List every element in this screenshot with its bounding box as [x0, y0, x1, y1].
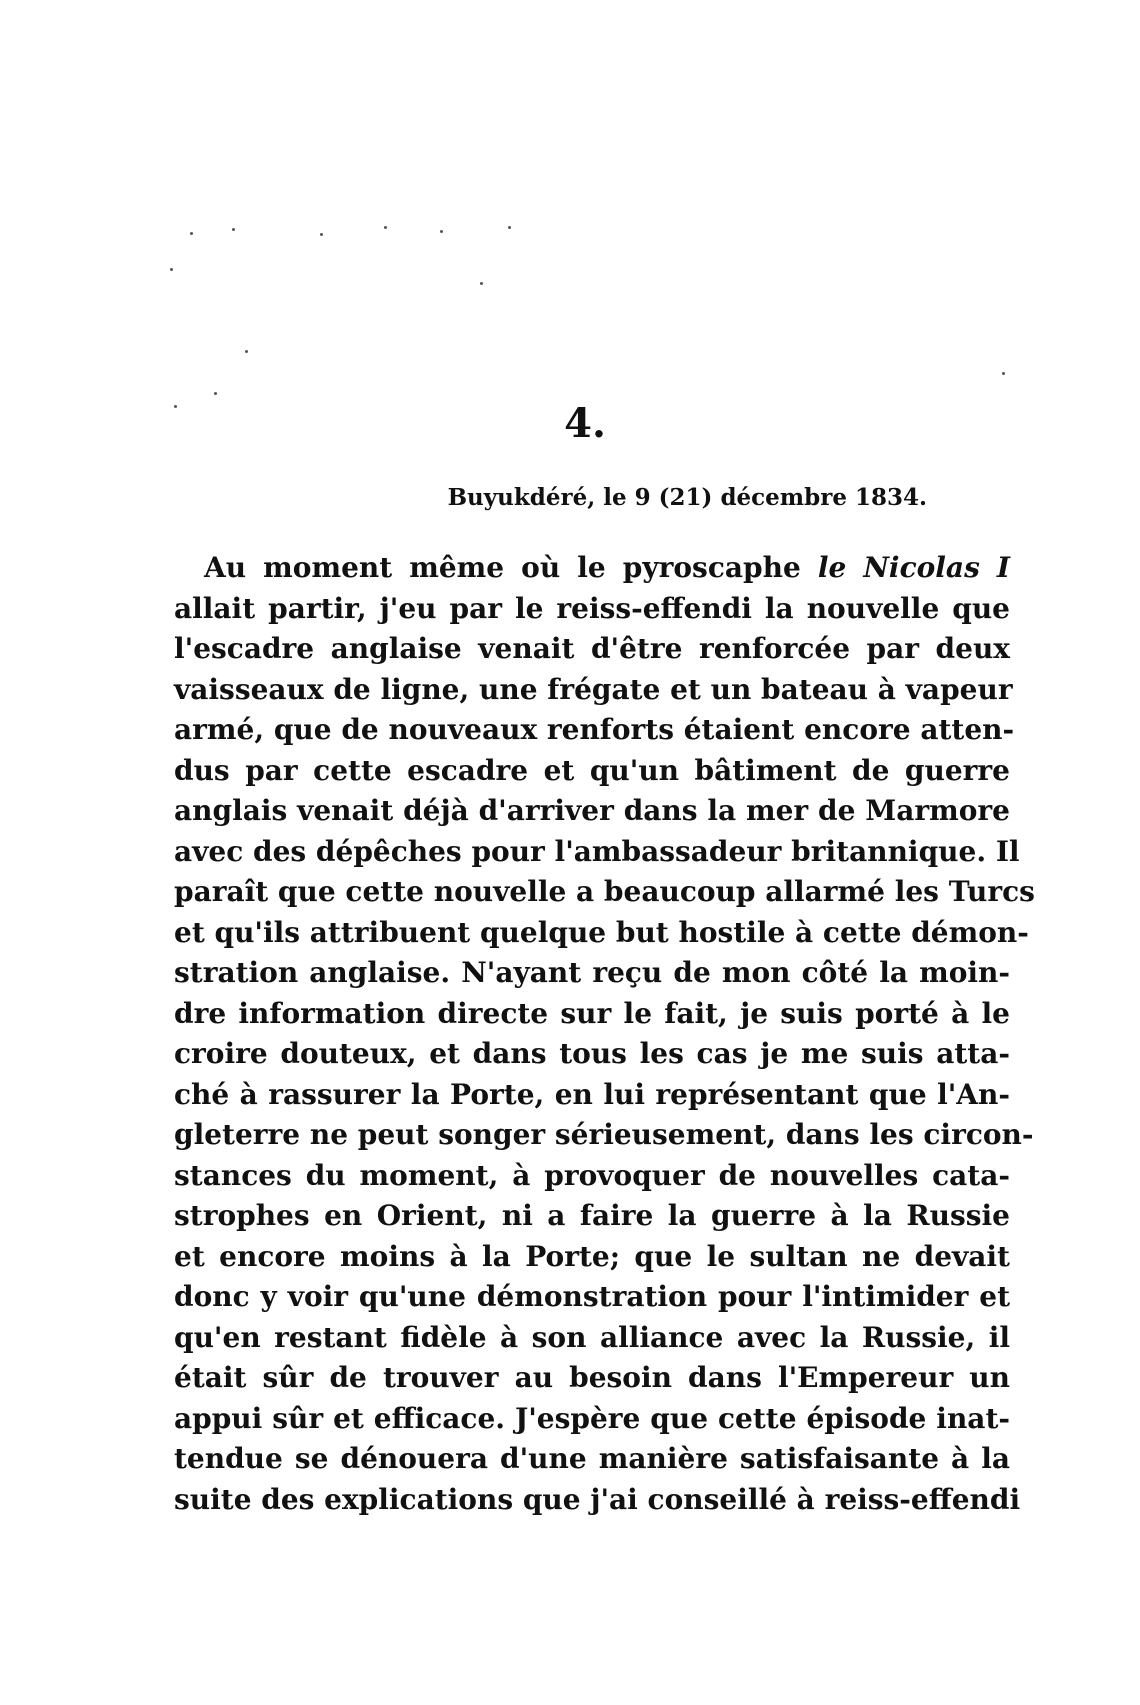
text-line: avec des dépêches pour l'ambassadeur britannique. Il [174, 834, 1020, 868]
dateline: Buyukdéré, le 9 (21) décembre 1834. [447, 484, 927, 511]
text-line: paraît que cette nouvelle a beaucoup allarmé les Turcs [174, 875, 1035, 908]
text-line: était sûr de trouver au besoin dans l'Empereur un [174, 1361, 1010, 1394]
text-line-1-start: Au moment même où le pyroscaphe [204, 551, 801, 584]
text-line: stration anglaise. N'ayant reçu de mon côté la moin- [174, 956, 1010, 989]
text-line: dre information directe sur le fait, je suis porté à le [174, 996, 1010, 1030]
text-line: armé, que de nouveaux renforts étaient encore atten- [174, 713, 1015, 746]
text-line: dus par cette escadre et qu'un bâtiment de guerre [174, 753, 1010, 787]
text-line: et qu'ils attribuent quelque but hostile à cette démon- [174, 915, 1029, 949]
text-line-1 [174, 548, 1010, 589]
text-line: vaisseaux de ligne, une frégate et un bateau à vapeur [174, 672, 1013, 706]
text-line: donc y voir qu'une démonstration pour l'intimider et [174, 1280, 1010, 1313]
letter-number: 4. [564, 400, 606, 447]
text-line: croire douteux, et dans tous les cas je me suis atta- [174, 1037, 1010, 1070]
text-line: l'escadre anglaise venait d'être renforcée par deux [174, 632, 1010, 665]
text-line: et encore moins à la Porte; que le sultan ne devait [174, 1239, 1010, 1273]
ship-name: le Nicolas I [817, 551, 1010, 584]
text-line: anglais venait déjà d'arriver dans la mer de Marmore [174, 794, 1010, 827]
text-line: stances du moment, à provoquer de nouvelles cata- [174, 1158, 1010, 1192]
letter-body [174, 548, 1035, 1520]
text-line: gleterre ne peut songer sérieusement, dans les circon- [174, 1118, 1034, 1151]
text-line: suite des explications que j'ai conseillé à reiss-effendi [174, 1482, 1021, 1516]
text-line: appui sûr et efficace. J'espère que cette épisode inat- [174, 1401, 1010, 1435]
text-line: tendue se dénouera d'une manière satisfaisante à la [174, 1442, 1010, 1475]
text-line: strophes en Orient, ni a faire la guerre à la Russie [174, 1199, 1010, 1232]
text-line: ché à rassurer la Porte, en lui représentant que l'An- [174, 1077, 1010, 1111]
text-line: allait partir, j'eu par le reiss-effendi la nouvelle que [174, 591, 1010, 625]
text-line: qu'en restant fidèle à son alliance avec la Russie, il [174, 1320, 1010, 1354]
